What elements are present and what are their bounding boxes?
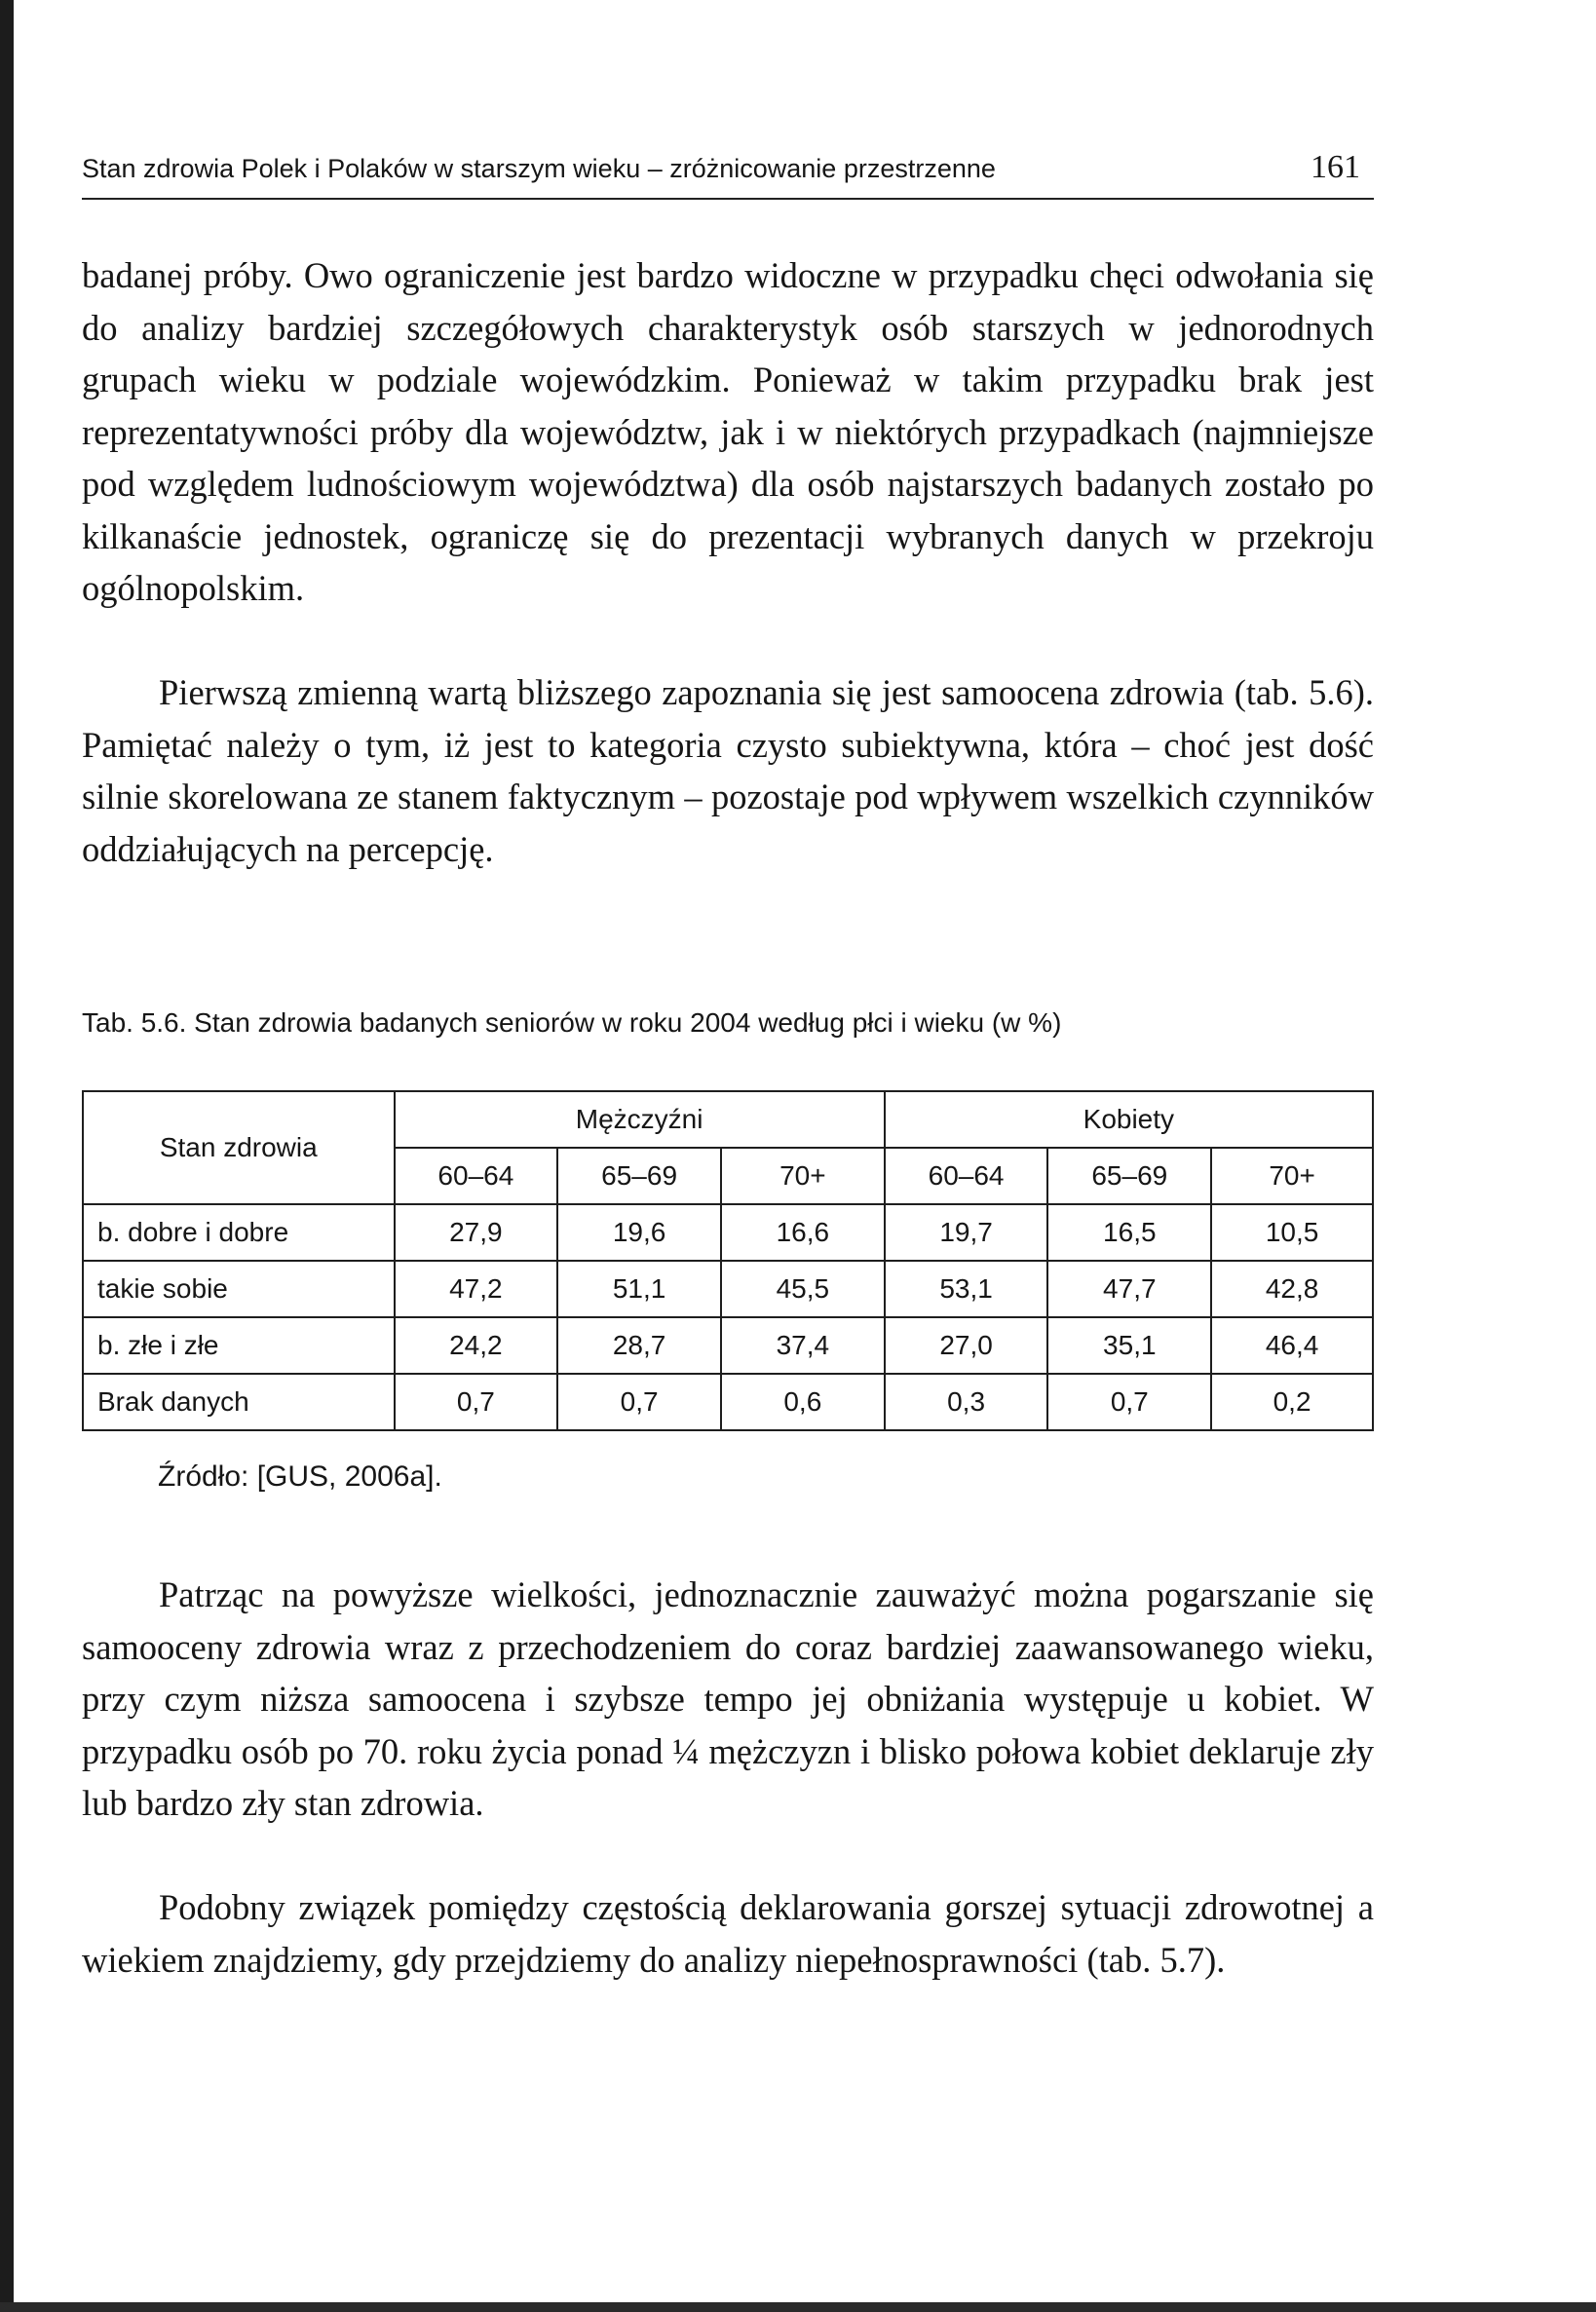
paragraph-1: badanej próby. Owo ograniczenie jest bardzo widoczne w przypadku chęci odwołania się do analizy bardziej szczegółowych charakterystyk osób starszych w jednorodnych grupach wieku w podziale wojewódzkim. Ponieważ w takim przypadku brak jest reprezentatywności próby dla województw, jak i w niektórych przypadkach (najmniejsze pod względem ludnościowym województwa) dla osób najstarszych badanych zostało po kilkanaście jednostek, ograniczę się do prezentacji wybranych danych w przekroju ogólnopolskim.: [82, 255, 1374, 608]
table-cell: 28,7: [557, 1317, 721, 1374]
age-header-cell: 70+: [721, 1148, 885, 1204]
table-cell: 47,2: [395, 1261, 558, 1317]
table-source: Źródło: [GUS, 2006a].: [158, 1460, 442, 1493]
age-header-cell: 60–64: [395, 1148, 558, 1204]
table-cell: 16,6: [721, 1204, 885, 1261]
table-row: [83, 1317, 1373, 1374]
table-cell: 27,0: [885, 1317, 1048, 1374]
age-header-cell: 70+: [1211, 1148, 1373, 1204]
table-cell: 47,7: [1047, 1261, 1211, 1317]
table-cell: 42,8: [1211, 1261, 1373, 1317]
scan-edge: [0, 0, 14, 2312]
paragraph-4: Podobny związek pomiędzy częstością deklarowania gorszej sytuacji zdrowotnej a wiekiem znajdziemy, gdy przejdziemy do analizy niepełnosprawności (tab. 5.7).: [82, 1887, 1374, 1980]
row-header-cell: Stan zdrowia: [83, 1091, 395, 1204]
table-cell: 51,1: [557, 1261, 721, 1317]
paragraph-3: Patrząc na powyższe wielkości, jednoznacznie zauważyć można pogarszanie się samooceny zdrowia wraz z przechodzeniem do coraz bardziej zaawansowanego wieku, przy czym niższa samoocena i szybsze tempo jej obniżania występuje u kobiet. W przypadku osób po 70. roku życia ponad ¼ mężczyzn i blisko połowa kobiet deklaruje zły lub bardzo zły stan zdrowia.: [82, 1574, 1374, 1823]
page-number: 161: [1311, 149, 1360, 185]
health-status-table: [82, 1090, 1374, 1431]
table-caption: Tab. 5.6. Stan zdrowia badanych seniorów w roku 2004 według płci i wieku (w %): [82, 1007, 1062, 1038]
table-cell: 45,5: [721, 1261, 885, 1317]
table-cell: 35,1: [1047, 1317, 1211, 1374]
table-cell: 0,3: [885, 1374, 1048, 1430]
row-label: b. złe i złe: [83, 1317, 395, 1374]
header-rule: [82, 198, 1374, 200]
table-cell: 27,9: [395, 1204, 558, 1261]
age-header-cell: 60–64: [885, 1148, 1048, 1204]
row-label: b. dobre i dobre: [83, 1204, 395, 1261]
table-cell: 53,1: [885, 1261, 1048, 1317]
table-cell: 0,2: [1211, 1374, 1373, 1430]
table-row: [83, 1261, 1373, 1317]
table-cell: 10,5: [1211, 1204, 1373, 1261]
running-title: Stan zdrowia Polek i Polaków w starszym wieku – zróżnicowanie przestrzenne: [82, 154, 996, 183]
table-row: [83, 1374, 1373, 1430]
running-head: [82, 148, 1374, 188]
table-header-row: [83, 1091, 1373, 1148]
age-header-cell: 65–69: [1047, 1148, 1211, 1204]
table-cell: 16,5: [1047, 1204, 1211, 1261]
group-header-men: Mężczyźni: [395, 1091, 885, 1148]
table-cell: 19,7: [885, 1204, 1048, 1261]
age-header-cell: 65–69: [557, 1148, 721, 1204]
table-row: [83, 1204, 1373, 1261]
table-cell: 0,7: [395, 1374, 558, 1430]
scan-edge-bottom: [0, 2302, 1596, 2312]
table-cell: 19,6: [557, 1204, 721, 1261]
table-cell: 37,4: [721, 1317, 885, 1374]
table-cell: 46,4: [1211, 1317, 1373, 1374]
group-header-women: Kobiety: [885, 1091, 1373, 1148]
paragraph-2: Pierwszą zmienną wartą bliższego zapoznania się jest samoocena zdrowia (tab. 5.6). Pamiętać należy o tym, iż jest to kategoria czysto subiektywna, która – choć jest dość silnie skorelowana ze stanem faktycznym – pozostaje pod wpływem wszelkich czynników oddziałujących na percepcję.: [82, 672, 1374, 869]
table-cell: 0,6: [721, 1374, 885, 1430]
table-cell: 0,7: [557, 1374, 721, 1430]
table-cell: 0,7: [1047, 1374, 1211, 1430]
table-cell: 24,2: [395, 1317, 558, 1374]
row-label: Brak danych: [83, 1374, 395, 1430]
row-label: takie sobie: [83, 1261, 395, 1317]
